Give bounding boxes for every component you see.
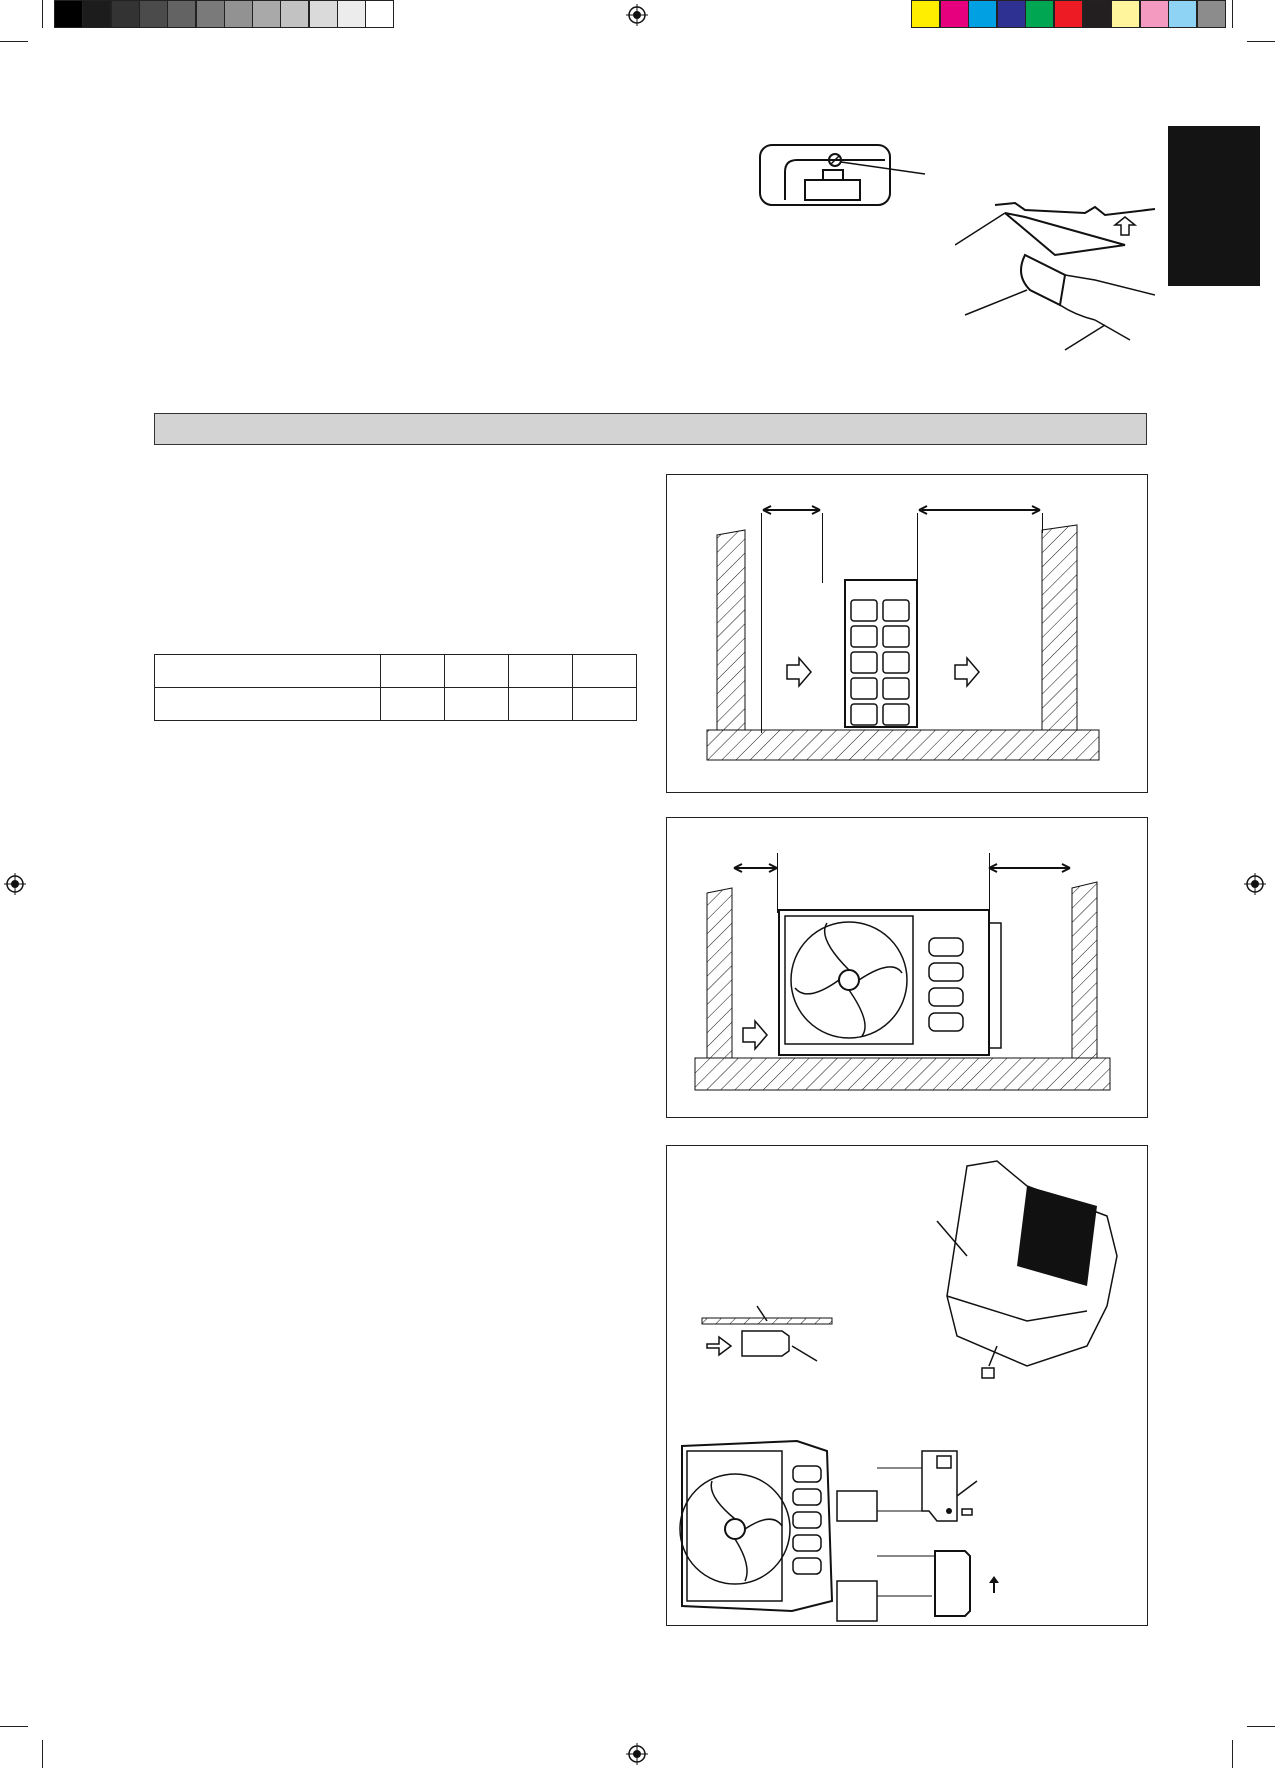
color-swatch [1083, 0, 1112, 28]
gray-swatch [365, 0, 394, 28]
gray-swatch [196, 0, 225, 28]
table-row [155, 688, 637, 721]
gray-swatch [111, 0, 140, 28]
gray-swatch [224, 0, 253, 28]
crop-mark [42, 1740, 43, 1768]
side-clearance-figure [666, 817, 1148, 1118]
clearance-spec-table [154, 654, 637, 721]
table-cell [445, 688, 509, 721]
gray-swatch [309, 0, 338, 28]
table-cell [445, 655, 509, 688]
crop-mark [1232, 0, 1233, 28]
gray-swatch [280, 0, 309, 28]
gray-swatch [337, 0, 366, 28]
section-heading-bar [154, 413, 1147, 445]
table-cell [381, 655, 445, 688]
color-swatch [940, 0, 969, 28]
table-row [155, 655, 637, 688]
gray-swatch [54, 0, 83, 28]
hose-connection-illustration [955, 195, 1155, 355]
gray-swatch [167, 0, 196, 28]
registration-mark-icon [4, 873, 26, 895]
crop-mark [0, 41, 28, 42]
color-swatch [1168, 0, 1197, 28]
table-cell [573, 655, 637, 688]
color-swatch [1054, 0, 1083, 28]
table-cell [509, 688, 573, 721]
cover-attach-figure [666, 1411, 1148, 1626]
crop-mark [1247, 41, 1275, 42]
gray-swatch [252, 0, 281, 28]
table-cell [509, 655, 573, 688]
drain-cap-illustration [755, 140, 935, 210]
color-swatch [1140, 0, 1169, 28]
color-swatch [968, 0, 997, 28]
crop-mark [1247, 1726, 1275, 1727]
front-clearance-figure [666, 474, 1148, 793]
language-tab [1168, 126, 1260, 286]
table-cell [155, 688, 381, 721]
drain-plug-figure [666, 1145, 1148, 1412]
color-swatch [1025, 0, 1054, 28]
table-cell [381, 688, 445, 721]
crop-mark [42, 0, 43, 28]
crop-mark [0, 1726, 28, 1727]
registration-mark-icon [626, 4, 648, 26]
registration-mark-icon [1244, 873, 1266, 895]
color-swatch [1111, 0, 1140, 28]
color-swatch [1197, 0, 1226, 28]
gray-swatch [82, 0, 111, 28]
color-swatch [997, 0, 1026, 28]
color-swatch [911, 0, 940, 28]
crop-mark [1232, 1740, 1233, 1768]
table-cell [155, 655, 381, 688]
table-cell [573, 688, 637, 721]
gray-swatch [139, 0, 168, 28]
registration-mark-icon [626, 1743, 648, 1765]
